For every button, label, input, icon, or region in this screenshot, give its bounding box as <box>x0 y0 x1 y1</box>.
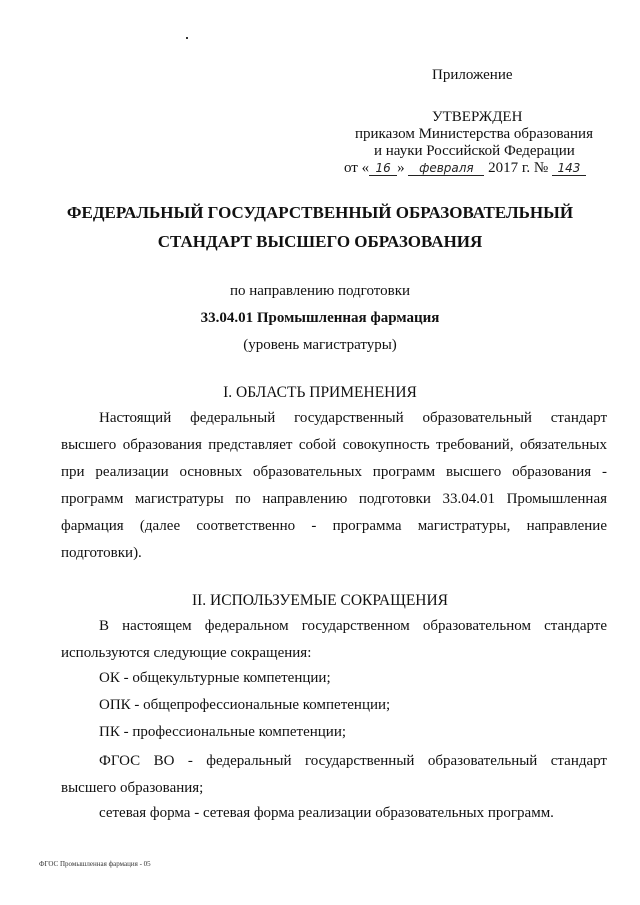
section-1-line: Настоящий федеральный государственный образовательный стандарт <box>99 410 607 426</box>
approved-label: УТВЕРЖДЕН <box>432 109 523 125</box>
section-1-line: высшего образования представляет собой совокупность требований, обязательных <box>61 437 607 453</box>
date-year: 2017 г. № <box>488 160 549 176</box>
date-mid: » <box>397 160 405 176</box>
date-day-handwritten: 16 <box>369 161 397 176</box>
section-1-line: подготовки). <box>61 545 142 561</box>
doc-title-line-2: СТАНДАРТ ВЫСШЕГО ОБРАЗОВАНИЯ <box>157 232 483 251</box>
abbreviation-fgos <box>61 748 607 802</box>
order-line-2: и науки Российской Федерации <box>374 143 575 159</box>
order-number-handwritten: 143 <box>552 161 586 176</box>
section-2-intro-line: используются следующие сокращения: <box>61 645 312 661</box>
order-date-line <box>344 160 586 177</box>
abbreviation-list <box>61 665 607 746</box>
abbreviation-fgos-line: ФГОС ВО - федеральный государственный образовательный стандарт <box>99 753 607 769</box>
date-prefix: от « <box>344 160 370 176</box>
section-1-body <box>61 405 607 567</box>
annex-label: Приложение <box>432 67 513 83</box>
order-line-1: приказом Министерства образования <box>355 126 593 142</box>
section-2-intro <box>61 613 607 667</box>
abbreviation-opk: ОПК - общепрофессиональные компетенции; <box>99 697 391 713</box>
section-1-heading: I. ОБЛАСТЬ ПРИМЕНЕНИЯ <box>223 384 417 401</box>
page-footer: ФГОС Промышленная фармация - 05 <box>39 860 151 868</box>
section-1-line: программ магистратуры по направлению подготовки 33.04.01 Промышленная <box>61 491 607 507</box>
abbreviation-ok: ОК - общекультурные компетенции; <box>99 670 331 686</box>
scan-speck <box>186 37 188 39</box>
abbreviation-pk: ПК - профессиональные компетенции; <box>99 724 347 740</box>
direction-intro: по направлению подготовки <box>229 283 411 299</box>
section-2-intro-line: В настоящем федеральном государственном образовательном стандарте <box>99 618 607 634</box>
section-2-heading: II. ИСПОЛЬЗУЕМЫЕ СОКРАЩЕНИЯ <box>191 592 449 609</box>
doc-title-line-1: ФЕДЕРАЛЬНЫЙ ГОСУДАРСТВЕННЫЙ ОБРАЗОВАТЕЛЬНЫЙ <box>66 203 574 222</box>
section-1-line: при реализации основных образовательных программ высшего образования - <box>61 464 607 480</box>
direction-level: (уровень магистратуры) <box>243 337 397 353</box>
direction-code-name: 33.04.01 Промышленная фармация <box>200 310 440 326</box>
date-month-handwritten: февраля <box>408 161 484 176</box>
abbreviation-network <box>61 800 607 827</box>
abbreviation-network-line: сетевая форма - сетевая форма реализации образовательных программ. <box>99 805 554 821</box>
section-1-line: фармация (далее соответственно - программа магистратуры, направление <box>61 518 607 534</box>
abbreviation-fgos-line: высшего образования; <box>61 780 204 796</box>
